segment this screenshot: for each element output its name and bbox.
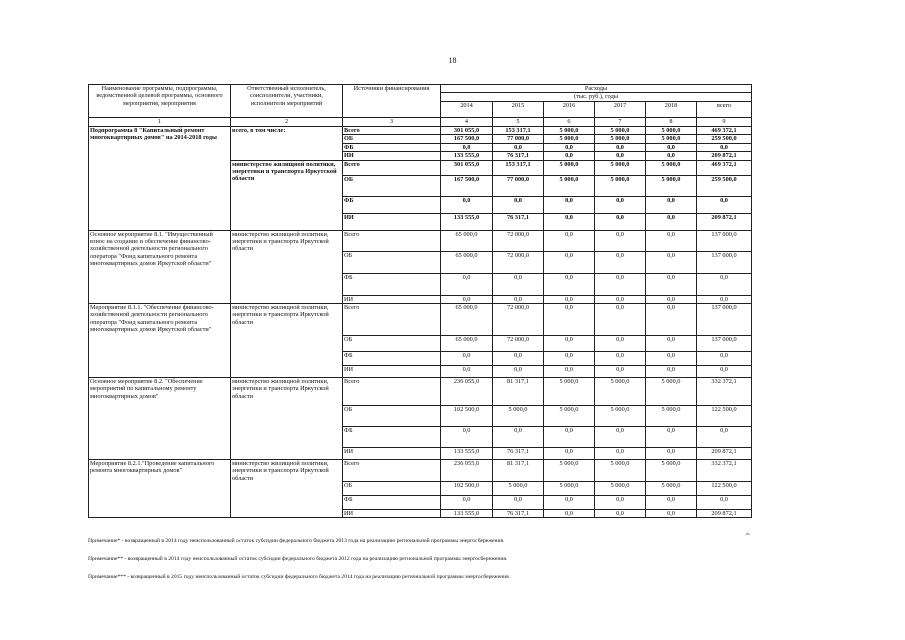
year-value: 0,0 — [646, 213, 697, 230]
note: Примечание*** - возвращенный в 2015 году неиспользованный остаток субсидии федерального бюджета 2014 года на реализацию региональной программы энергосбережения. — [88, 573, 511, 580]
year-value: 0,0 — [493, 196, 544, 213]
year-value: 0,0 — [544, 196, 595, 213]
year-value: 0,0 — [646, 273, 697, 295]
year-value: 0,0 — [544, 251, 595, 273]
total-value: 137 000,0 — [697, 251, 752, 273]
executor-name: министерство жилищной политики, энергетики и транспорта Иркутской области — [231, 160, 343, 230]
year-value: 0,0 — [493, 143, 544, 151]
year-value: 236 055,0 — [441, 459, 493, 481]
year-value: 153 317,1 — [493, 160, 544, 175]
year-value: 0,0 — [646, 152, 697, 160]
year-value: 5 000,0 — [646, 126, 697, 134]
year-value: 0,0 — [544, 509, 595, 517]
year-value: 76 317,1 — [493, 152, 544, 160]
year-value: 0,0 — [544, 335, 595, 351]
year-value: 5 000,0 — [544, 377, 595, 405]
header-year: 2018 — [646, 101, 697, 117]
year-value: 5 000,0 — [595, 175, 646, 196]
year-value: 0,0 — [595, 495, 646, 509]
funding-source: ИИ — [343, 365, 441, 377]
year-value: 0,0 — [544, 295, 595, 303]
funding-source: ОБ — [343, 251, 441, 273]
column-number: 4 — [441, 117, 493, 126]
year-value: 167 500,0 — [441, 135, 493, 143]
column-number: 2 — [231, 117, 343, 126]
year-value: 0,0 — [595, 273, 646, 295]
year-value: 0,0 — [595, 196, 646, 213]
closing-quote-mark: ». — [746, 531, 751, 537]
year-value: 5 000,0 — [595, 459, 646, 481]
funding-source: ОБ — [343, 135, 441, 143]
year-value: 0,0 — [441, 143, 493, 151]
table-row — [89, 303, 752, 335]
year-value: 0,0 — [441, 351, 493, 365]
executor-name: министерство жилищной политики, энергетики и транспорта Иркутской области — [231, 230, 343, 303]
year-value: 0,0 — [493, 426, 544, 447]
year-value: 102 500,0 — [441, 481, 493, 495]
note: Примечание** - возвращенный в 2014 году неиспользованный остаток субсидии федерального бюджета 2012 года на реализацию региональной программы энергосбережения. — [88, 555, 508, 562]
year-value: 102 500,0 — [441, 405, 493, 426]
total-value: 0,0 — [697, 365, 752, 377]
year-value: 0,0 — [493, 495, 544, 509]
year-value: 0,0 — [544, 230, 595, 251]
year-value: 0,0 — [646, 365, 697, 377]
year-value: 0,0 — [441, 426, 493, 447]
funding-source: ИИ — [343, 509, 441, 517]
year-value: 0,0 — [646, 335, 697, 351]
year-value: 0,0 — [544, 143, 595, 151]
program-name: Основное мероприятие 8.2. "Обеспечение мероприятий по капитальному ремонту многоквартирных домов" — [89, 377, 231, 459]
year-value: 65 000,0 — [441, 303, 493, 335]
year-value: 0,0 — [441, 495, 493, 509]
funding-source: ФБ — [343, 495, 441, 509]
column-number: 9 — [697, 117, 752, 126]
funding-source: ОБ — [343, 335, 441, 351]
total-value: 122 500,0 — [697, 405, 752, 426]
funding-source: ИИ — [343, 152, 441, 160]
year-value: 5 000,0 — [544, 405, 595, 426]
year-value: 0,0 — [441, 365, 493, 377]
year-value: 76 317,1 — [493, 447, 544, 459]
total-value: 332 372,1 — [697, 377, 752, 405]
program-name: Подпрограмма 8 "Капитальный ремонт многоквартирных домов" на 2014-2018 годы — [89, 126, 231, 230]
year-value: 0,0 — [646, 230, 697, 251]
year-value: 0,0 — [595, 447, 646, 459]
year-value: 0,0 — [646, 351, 697, 365]
year-value: 0,0 — [441, 295, 493, 303]
year-value: 81 317,1 — [493, 459, 544, 481]
header-year: 2016 — [544, 101, 595, 117]
table-row — [89, 377, 752, 405]
year-value: 5 000,0 — [595, 135, 646, 143]
budget-table — [88, 84, 752, 518]
year-value: 5 000,0 — [493, 481, 544, 495]
total-value: 469 372,1 — [697, 126, 752, 134]
year-value: 0,0 — [595, 213, 646, 230]
note: Примечание* - возвращенный в 2014 году неиспользованный остаток субсидии федерального бюджета 2013 года на реализацию региональной программы энергосбережения. — [88, 538, 505, 544]
year-value: 81 317,1 — [493, 377, 544, 405]
total-value: 137 000,0 — [697, 335, 752, 351]
year-value: 72 000,0 — [493, 303, 544, 335]
year-value: 0,0 — [544, 213, 595, 230]
year-value: 5 000,0 — [646, 377, 697, 405]
column-number: 5 — [493, 117, 544, 126]
year-value: 0,0 — [441, 273, 493, 295]
year-value: 0,0 — [493, 295, 544, 303]
total-value: 469 372,1 — [697, 160, 752, 175]
year-value: 5 000,0 — [646, 175, 697, 196]
year-value: 77 000,0 — [493, 175, 544, 196]
total-value: 259 500,0 — [697, 135, 752, 143]
total-value: 0,0 — [697, 426, 752, 447]
program-name: Мероприятие 8.1.1. "Обеспечение финансово-хозяйственной деятельности регионального оператора "Фонд капитального ремонта многоквартирных домов Иркутской области" — [89, 303, 231, 377]
notes — [88, 538, 788, 592]
year-value: 5 000,0 — [646, 481, 697, 495]
year-value: 5 000,0 — [646, 160, 697, 175]
year-value: 0,0 — [595, 335, 646, 351]
year-value: 65 000,0 — [441, 335, 493, 351]
funding-source: Всего — [343, 230, 441, 251]
year-value: 0,0 — [595, 426, 646, 447]
column-number: 1 — [89, 117, 231, 126]
year-value: 0,0 — [646, 426, 697, 447]
total-value: 122 500,0 — [697, 481, 752, 495]
header-year: 2017 — [595, 101, 646, 117]
year-value: 301 055,0 — [441, 160, 493, 175]
year-value: 65 000,0 — [441, 230, 493, 251]
program-name: Основное мероприятие 8.1. "Имущественный взнос на создание и обеспечение финансово-хозяйственной деятельности регионального оператора "Фонд капитального ремонта многоквартирных домов Иркутской области" — [89, 230, 231, 303]
year-value: 0,0 — [646, 143, 697, 151]
total-value: 0,0 — [697, 143, 752, 151]
executor-name: министерство жилищной политики, энергетики и транспорта Иркутской области — [231, 377, 343, 459]
year-value: 0,0 — [595, 152, 646, 160]
column-number: 8 — [646, 117, 697, 126]
funding-source: ИИ — [343, 213, 441, 230]
total-value: 0,0 — [697, 495, 752, 509]
year-value: 0,0 — [646, 251, 697, 273]
total-value: 209 872,1 — [697, 509, 752, 517]
total-value: 0,0 — [697, 273, 752, 295]
year-value: 167 500,0 — [441, 175, 493, 196]
executor-name: министерство жилищной политики, энергетики и транспорта Иркутской области — [231, 303, 343, 377]
year-value: 0,0 — [595, 295, 646, 303]
funding-source: ОБ — [343, 175, 441, 196]
year-value: 5 000,0 — [646, 405, 697, 426]
year-value: 0,0 — [544, 152, 595, 160]
header-executor: Ответственный исполнитель, соисполнители, участники, исполнители мероприятий — [231, 85, 343, 118]
year-value: 5 000,0 — [544, 481, 595, 495]
year-value: 5 000,0 — [544, 135, 595, 143]
funding-source: Всего — [343, 377, 441, 405]
total-value: 209 872,1 — [697, 152, 752, 160]
funding-source: Всего — [343, 459, 441, 481]
program-name: Мероприятие 8.2.1."Проведение капитального ремонта многоквартирных домов" — [89, 459, 231, 517]
year-value: 0,0 — [646, 495, 697, 509]
year-value: 5 000,0 — [595, 126, 646, 134]
total-value: 137 000,0 — [697, 303, 752, 335]
year-value: 301 055,0 — [441, 126, 493, 134]
year-value: 0,0 — [441, 196, 493, 213]
year-value: 0,0 — [595, 365, 646, 377]
year-value: 5 000,0 — [595, 481, 646, 495]
executor-name: министерство жилищной политики, энергетики и транспорта Иркутской области — [231, 459, 343, 517]
year-value: 0,0 — [595, 251, 646, 273]
header-year: 2014 — [441, 101, 493, 117]
year-value: 0,0 — [646, 295, 697, 303]
total-value: 209 872,1 — [697, 447, 752, 459]
year-value: 0,0 — [493, 351, 544, 365]
total-value: 0,0 — [697, 196, 752, 213]
funding-source: ФБ — [343, 273, 441, 295]
year-value: 0,0 — [646, 303, 697, 335]
year-value: 5 000,0 — [646, 459, 697, 481]
total-value: 0,0 — [697, 351, 752, 365]
year-value: 5 000,0 — [595, 160, 646, 175]
funding-source: Всего — [343, 303, 441, 335]
year-value: 76 317,1 — [493, 509, 544, 517]
year-value: 0,0 — [595, 351, 646, 365]
year-value: 5 000,0 — [544, 126, 595, 134]
year-value: 0,0 — [544, 447, 595, 459]
year-value: 133 555,0 — [441, 509, 493, 517]
year-value: 5 000,0 — [595, 377, 646, 405]
year-value: 72 000,0 — [493, 251, 544, 273]
year-value: 133 555,0 — [441, 152, 493, 160]
year-value: 65 000,0 — [441, 251, 493, 273]
year-value: 5 000,0 — [544, 459, 595, 481]
year-value: 0,0 — [595, 509, 646, 517]
year-value: 0,0 — [544, 351, 595, 365]
year-value: 0,0 — [544, 303, 595, 335]
funding-source: ОБ — [343, 405, 441, 426]
header-program: Наименование программы, подпрограммы, ведомственной целевой программы, основного мероприятия, мероприятия — [89, 85, 231, 118]
funding-source: ФБ — [343, 351, 441, 365]
column-number: 3 — [343, 117, 441, 126]
table-row — [89, 459, 752, 481]
year-value: 0,0 — [493, 365, 544, 377]
column-number: 7 — [595, 117, 646, 126]
funding-source: ИИ — [343, 295, 441, 303]
total-value: 259 500,0 — [697, 175, 752, 196]
year-value: 0,0 — [595, 143, 646, 151]
year-value: 5 000,0 — [544, 160, 595, 175]
year-value: 0,0 — [646, 509, 697, 517]
executor-name: всего, в том числе: — [231, 126, 343, 160]
year-value: 0,0 — [646, 196, 697, 213]
total-value: 209 872,1 — [697, 213, 752, 230]
total-value: 332 372,1 — [697, 459, 752, 481]
year-value: 0,0 — [595, 230, 646, 251]
header-year: 2015 — [493, 101, 544, 117]
header-source: Источники финансирования — [343, 85, 441, 118]
year-value: 5 000,0 — [595, 405, 646, 426]
total-value: 137 000,0 — [697, 230, 752, 251]
total-value: 0,0 — [697, 295, 752, 303]
year-value: 0,0 — [544, 273, 595, 295]
year-value: 153 317,1 — [493, 126, 544, 134]
year-value: 0,0 — [544, 495, 595, 509]
year-value: 72 000,0 — [493, 230, 544, 251]
year-value: 72 000,0 — [493, 335, 544, 351]
column-number: 6 — [544, 117, 595, 126]
year-value: 0,0 — [544, 426, 595, 447]
funding-source: ФБ — [343, 196, 441, 213]
year-value: 5 000,0 — [646, 135, 697, 143]
funding-source: ОБ — [343, 481, 441, 495]
funding-source: ИИ — [343, 447, 441, 459]
funding-source: ФБ — [343, 426, 441, 447]
funding-source: Всего — [343, 126, 441, 134]
table-row — [89, 126, 752, 134]
year-value: 76 317,1 — [493, 213, 544, 230]
funding-source: ФБ — [343, 143, 441, 151]
year-value: 0,0 — [595, 303, 646, 335]
funding-source: Всего — [343, 160, 441, 175]
year-value: 0,0 — [646, 447, 697, 459]
year-value: 133 555,0 — [441, 447, 493, 459]
page-number: 18 — [448, 56, 457, 65]
year-value: 77 000,0 — [493, 135, 544, 143]
year-value: 236 055,0 — [441, 377, 493, 405]
year-value: 0,0 — [493, 273, 544, 295]
year-value: 5 000,0 — [544, 175, 595, 196]
header-total: всего — [697, 101, 752, 117]
table-row — [89, 230, 752, 251]
header-units: (тыс. руб.), годы — [441, 93, 752, 101]
year-value: 0,0 — [544, 365, 595, 377]
year-value: 133 555,0 — [441, 213, 493, 230]
header-expenses: Расходы — [441, 85, 752, 93]
year-value: 5 000,0 — [493, 405, 544, 426]
